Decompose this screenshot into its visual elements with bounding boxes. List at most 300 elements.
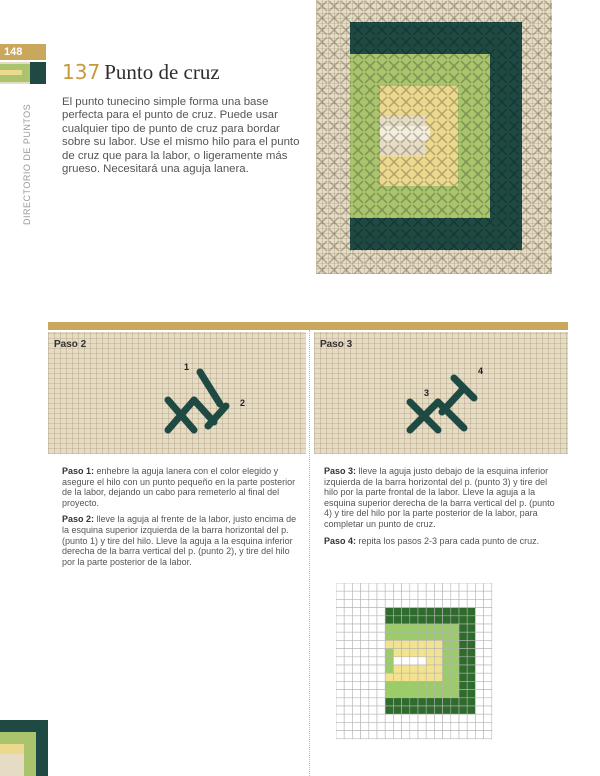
chart-cell [426, 698, 434, 706]
chart-cell [418, 673, 426, 681]
chart-cell [393, 632, 401, 640]
chart-cell [443, 673, 451, 681]
chart-cell [484, 731, 492, 739]
chart-cell [393, 665, 401, 673]
chart-cell [475, 599, 483, 607]
chart-cell [377, 632, 385, 640]
chart-cell [484, 599, 492, 607]
chart-cell [377, 665, 385, 673]
chart-cell [336, 624, 344, 632]
chart-cell [393, 690, 401, 698]
chart-cell [393, 673, 401, 681]
chart-cell [467, 722, 475, 730]
chart-cell [377, 714, 385, 722]
chart-cell [369, 731, 377, 739]
chart-cell [426, 640, 434, 648]
chart-cell [369, 673, 377, 681]
chart-cell [393, 657, 401, 665]
chart-cell [377, 681, 385, 689]
chart-cell [402, 681, 410, 689]
chart-cell [336, 731, 344, 739]
chart-cell [402, 665, 410, 673]
chart-cell [434, 591, 442, 599]
chart-cell [467, 583, 475, 591]
chart-cell [344, 649, 352, 657]
chart-cell [418, 649, 426, 657]
chart-cell [443, 657, 451, 665]
paso-2-text: lleve la aguja al frente de la labor, justo encima de la esquina superior izquierda de la barra horizontal del p. (punto 1) y tire del hilo. Lleve la aguja a la esquina inferior derecha de la barra vertical del p. (punto 2), y tire del hilo por la parte posterior de la labor. [62, 514, 297, 567]
chart-cell [402, 640, 410, 648]
chart-cell [369, 599, 377, 607]
chart-cell [426, 599, 434, 607]
chart-cell [467, 731, 475, 739]
chart-cell [402, 624, 410, 632]
chart-cell [418, 722, 426, 730]
chart-cell [385, 649, 393, 657]
chart-cell [451, 722, 459, 730]
chart-cell [459, 624, 467, 632]
page-number: 148 [4, 46, 23, 58]
paso-4 [324, 536, 560, 547]
chart-cell [344, 731, 352, 739]
chart-cell [451, 698, 459, 706]
chart-cell [426, 591, 434, 599]
chart-cell [336, 706, 344, 714]
chart-cell [467, 657, 475, 665]
chart-cell [418, 583, 426, 591]
chart-cell [443, 583, 451, 591]
chart-cell [426, 706, 434, 714]
chart-cell [352, 591, 360, 599]
chart-cell [475, 632, 483, 640]
chart-cell [459, 690, 467, 698]
chart-cell [426, 657, 434, 665]
chart-cell [418, 591, 426, 599]
chart-cell [385, 608, 393, 616]
chart-cell [418, 632, 426, 640]
chart-cell [344, 591, 352, 599]
chart-cell [336, 681, 344, 689]
paso-3-label: Paso 3: [324, 466, 357, 476]
chart-cell [475, 608, 483, 616]
chart-cell [344, 640, 352, 648]
hero-swatch-photo [316, 0, 552, 274]
chart-cell [467, 599, 475, 607]
chart-cell [344, 616, 352, 624]
chart-cell [402, 714, 410, 722]
chart-cell [393, 624, 401, 632]
chart-cell [475, 673, 483, 681]
chart-cell [467, 665, 475, 673]
chart-cell [451, 706, 459, 714]
chart-cell [344, 583, 352, 591]
chart-cell [377, 731, 385, 739]
cross-stitch-chart [336, 583, 494, 743]
chart-cell [443, 608, 451, 616]
chart-cell [418, 665, 426, 673]
chart-cell [377, 616, 385, 624]
chart-cell [352, 722, 360, 730]
chart-cell [344, 657, 352, 665]
chart-cell [385, 698, 393, 706]
chart-cell [393, 583, 401, 591]
chart-cell [361, 714, 369, 722]
chart-cell [451, 673, 459, 681]
chart-cell [385, 714, 393, 722]
chart-cell [344, 690, 352, 698]
chart-cell [410, 640, 418, 648]
chart-cell [418, 616, 426, 624]
chart-cell [352, 608, 360, 616]
chart-cell [361, 632, 369, 640]
chart-cell [459, 657, 467, 665]
chart-cell [467, 690, 475, 698]
page-title [62, 60, 220, 85]
chart-cell [361, 698, 369, 706]
chart-cell [344, 714, 352, 722]
instructions-right [324, 466, 560, 552]
chart-cell [418, 681, 426, 689]
chart-cell [434, 599, 442, 607]
chart-cell [410, 731, 418, 739]
chart-cell [434, 657, 442, 665]
title-text: Punto de cruz [104, 60, 220, 84]
chart-cell [451, 624, 459, 632]
section-label: DIRECTORIO DE PUNTOS [22, 103, 32, 225]
chart-cell [475, 690, 483, 698]
chart-cell [344, 722, 352, 730]
chart-cell [459, 616, 467, 624]
chart-cell [336, 657, 344, 665]
chart-cell [385, 624, 393, 632]
chart-cell [451, 608, 459, 616]
chart-cell [434, 722, 442, 730]
chart-cell [352, 583, 360, 591]
chart-cell [475, 624, 483, 632]
chart-cell [377, 599, 385, 607]
step-2-photo [48, 332, 306, 454]
chart-cell [434, 690, 442, 698]
chart-cell [402, 673, 410, 681]
chart-cell [410, 665, 418, 673]
chart-cell [344, 673, 352, 681]
point-1-tag: 1 [184, 362, 190, 372]
chart-cell [459, 649, 467, 657]
chart-cell [426, 673, 434, 681]
chart-cell [385, 706, 393, 714]
chart-cell [484, 649, 492, 657]
chart-cell [393, 698, 401, 706]
chart-cell [459, 681, 467, 689]
chart-cell [336, 698, 344, 706]
chart-cell [443, 640, 451, 648]
chart-cell [352, 673, 360, 681]
chart-cell [434, 706, 442, 714]
chart-cell [385, 673, 393, 681]
chart-cell [344, 681, 352, 689]
chart-cell [369, 657, 377, 665]
chart-cell [434, 649, 442, 657]
point-2-tag: 2 [240, 398, 246, 408]
chart-cell [459, 673, 467, 681]
chart-cell [459, 706, 467, 714]
chart-cell [434, 640, 442, 648]
paso-4-text: repita los pasos 2-3 para cada punto de cruz. [356, 535, 540, 546]
chart-cell [352, 714, 360, 722]
paso-2-label: Paso 2: [62, 514, 95, 525]
chart-cell [484, 657, 492, 665]
chart-cell [443, 698, 451, 706]
chart-cell [410, 673, 418, 681]
chart-cell [467, 608, 475, 616]
chart-cell [443, 632, 451, 640]
chart-cell [369, 722, 377, 730]
paso-4-label: Paso 4: [324, 535, 357, 546]
chart-cell [443, 722, 451, 730]
chart-cell [352, 706, 360, 714]
chart-cell [336, 608, 344, 616]
chart-cell [410, 624, 418, 632]
chart-cell [484, 722, 492, 730]
chart-cell [434, 681, 442, 689]
chart-cell [352, 616, 360, 624]
chart-cell [484, 673, 492, 681]
chart-cell [475, 722, 483, 730]
chart-cell [393, 599, 401, 607]
chart-cell [467, 591, 475, 599]
chart-cell [352, 640, 360, 648]
chart-cell [361, 624, 369, 632]
chart-cell [377, 706, 385, 714]
chart-cell [426, 649, 434, 657]
chart-cell [459, 640, 467, 648]
chart-cell [361, 731, 369, 739]
chart-cell [344, 665, 352, 673]
chart-cell [459, 698, 467, 706]
intro-paragraph: El punto tunecino simple forma una base perfecta para el punto de cruz. Puede usar cualquier tipo de punto de cruz para bordar sobre su labor. Use el mismo hilo para el punto de cruz que para la labor, o ligeramente más grueso. Necesitará una aguja lanera. [62, 96, 300, 176]
point-4-tag: 4 [478, 366, 484, 376]
chart-cell [484, 665, 492, 673]
chart-cell [418, 624, 426, 632]
chart-cell [451, 616, 459, 624]
chart-cell [443, 706, 451, 714]
chart-cell [475, 731, 483, 739]
chart-cell [361, 690, 369, 698]
chart-cell [361, 583, 369, 591]
chart-cell [410, 698, 418, 706]
chart-cell [352, 665, 360, 673]
chart-cell [393, 714, 401, 722]
chart-cell [443, 665, 451, 673]
chart-cell [344, 608, 352, 616]
step-3-photo [314, 332, 568, 454]
chart-cell [377, 657, 385, 665]
column-divider [309, 330, 310, 776]
chart-cell [369, 698, 377, 706]
chart-cell [451, 583, 459, 591]
chart-cell [475, 591, 483, 599]
chart-cell [385, 681, 393, 689]
paso-1-text: enhebre la aguja lanera con el color elegido y asegure el hilo con un punto pequeño en la parte posterior de la labor, dejando un cabo para remeterlo al final del proyecto. [62, 466, 296, 508]
chart-cell [426, 722, 434, 730]
tab-thumbnail [0, 62, 46, 84]
chart-cell [344, 698, 352, 706]
chart-cell [402, 583, 410, 591]
chart-cell [443, 714, 451, 722]
chart-cell [336, 673, 344, 681]
chart-cell [336, 690, 344, 698]
chart-cell [459, 665, 467, 673]
chart-cell [336, 722, 344, 730]
paso-1 [62, 466, 298, 508]
chart-cell [410, 681, 418, 689]
chart-cell [377, 624, 385, 632]
chart-cell [475, 649, 483, 657]
chart-cell [410, 690, 418, 698]
chart-cell [410, 616, 418, 624]
chart-cell [410, 608, 418, 616]
chart-cell [434, 608, 442, 616]
chart-cell [369, 591, 377, 599]
chart-cell [402, 591, 410, 599]
chart-cell [451, 681, 459, 689]
chart-cell [434, 665, 442, 673]
chart-cell [443, 649, 451, 657]
chart-cell [361, 665, 369, 673]
chart-cell [377, 640, 385, 648]
chart-cell [459, 731, 467, 739]
chart-cell [361, 591, 369, 599]
chart-cell [467, 624, 475, 632]
chart-cell [467, 673, 475, 681]
chart-cell [377, 583, 385, 591]
chart-cell [484, 608, 492, 616]
chart-cell [484, 591, 492, 599]
chart-cell [443, 624, 451, 632]
chart-cell [352, 624, 360, 632]
chart-cell [418, 608, 426, 616]
chart-cell [426, 624, 434, 632]
chart-cell [451, 714, 459, 722]
chart-cell [459, 632, 467, 640]
chart-cell [475, 665, 483, 673]
chart-cell [484, 698, 492, 706]
chart-cell [361, 681, 369, 689]
chart-cell [377, 608, 385, 616]
chart-cell [443, 690, 451, 698]
chart-cell [418, 599, 426, 607]
chart-cell [402, 706, 410, 714]
chart-cell [451, 599, 459, 607]
chart-cell [352, 632, 360, 640]
chart-cell [475, 714, 483, 722]
chart-cell [426, 681, 434, 689]
chart-cell [418, 731, 426, 739]
chart-cell [385, 690, 393, 698]
chart-cell [467, 714, 475, 722]
chart-cell [410, 706, 418, 714]
chart-cell [361, 706, 369, 714]
chart-cell [369, 714, 377, 722]
chart-cell [402, 690, 410, 698]
chart-cell [385, 583, 393, 591]
chart-cell [377, 673, 385, 681]
chart-cell [467, 706, 475, 714]
chart-cell [475, 657, 483, 665]
chart-cell [402, 657, 410, 665]
chart-cell [369, 632, 377, 640]
chart-cell [434, 714, 442, 722]
chart-cell [352, 681, 360, 689]
chart-cell [443, 591, 451, 599]
chart-cell [369, 624, 377, 632]
chart-cell [426, 608, 434, 616]
chart-cell [451, 657, 459, 665]
chart-cell [434, 583, 442, 591]
chart-cell [361, 649, 369, 657]
chart-cell [385, 640, 393, 648]
chart-cell [467, 632, 475, 640]
chart-cell [459, 591, 467, 599]
chart-cell [418, 640, 426, 648]
chart-cell [361, 599, 369, 607]
chart-cell [385, 722, 393, 730]
chart-cell [484, 583, 492, 591]
chart-cell [369, 690, 377, 698]
chart-cell [344, 599, 352, 607]
chart-cell [361, 673, 369, 681]
chart-cell [369, 640, 377, 648]
chart-cell [369, 616, 377, 624]
chart-cell [369, 649, 377, 657]
chart-cell [393, 722, 401, 730]
step-2-label: Paso 2 [54, 339, 87, 350]
chart-cell [410, 632, 418, 640]
chart-cell [459, 608, 467, 616]
chart-cell [426, 665, 434, 673]
chart-cell [377, 698, 385, 706]
paso-1-label: Paso 1: [62, 466, 95, 476]
chart-cell [393, 731, 401, 739]
chart-cell [426, 731, 434, 739]
chart-cell [336, 599, 344, 607]
chart-cell [484, 632, 492, 640]
chart-cell [426, 632, 434, 640]
chart-cell [344, 706, 352, 714]
chart-cell [393, 608, 401, 616]
chart-cell [410, 599, 418, 607]
chart-cell [475, 681, 483, 689]
chart-cell [402, 608, 410, 616]
chart-cell [377, 649, 385, 657]
chart-cell [402, 649, 410, 657]
chart-cell [369, 681, 377, 689]
chart-cell [385, 616, 393, 624]
chart-cell [361, 657, 369, 665]
chart-cell [336, 640, 344, 648]
chart-cell [434, 624, 442, 632]
chart-cell [352, 649, 360, 657]
chart-cell [410, 722, 418, 730]
chart-cell [410, 583, 418, 591]
chart-cell [475, 698, 483, 706]
section-band [48, 322, 568, 330]
chart-cell [402, 632, 410, 640]
chart-cell [467, 698, 475, 706]
chart-cell [402, 616, 410, 624]
chart-cell [385, 599, 393, 607]
chart-cell [377, 722, 385, 730]
